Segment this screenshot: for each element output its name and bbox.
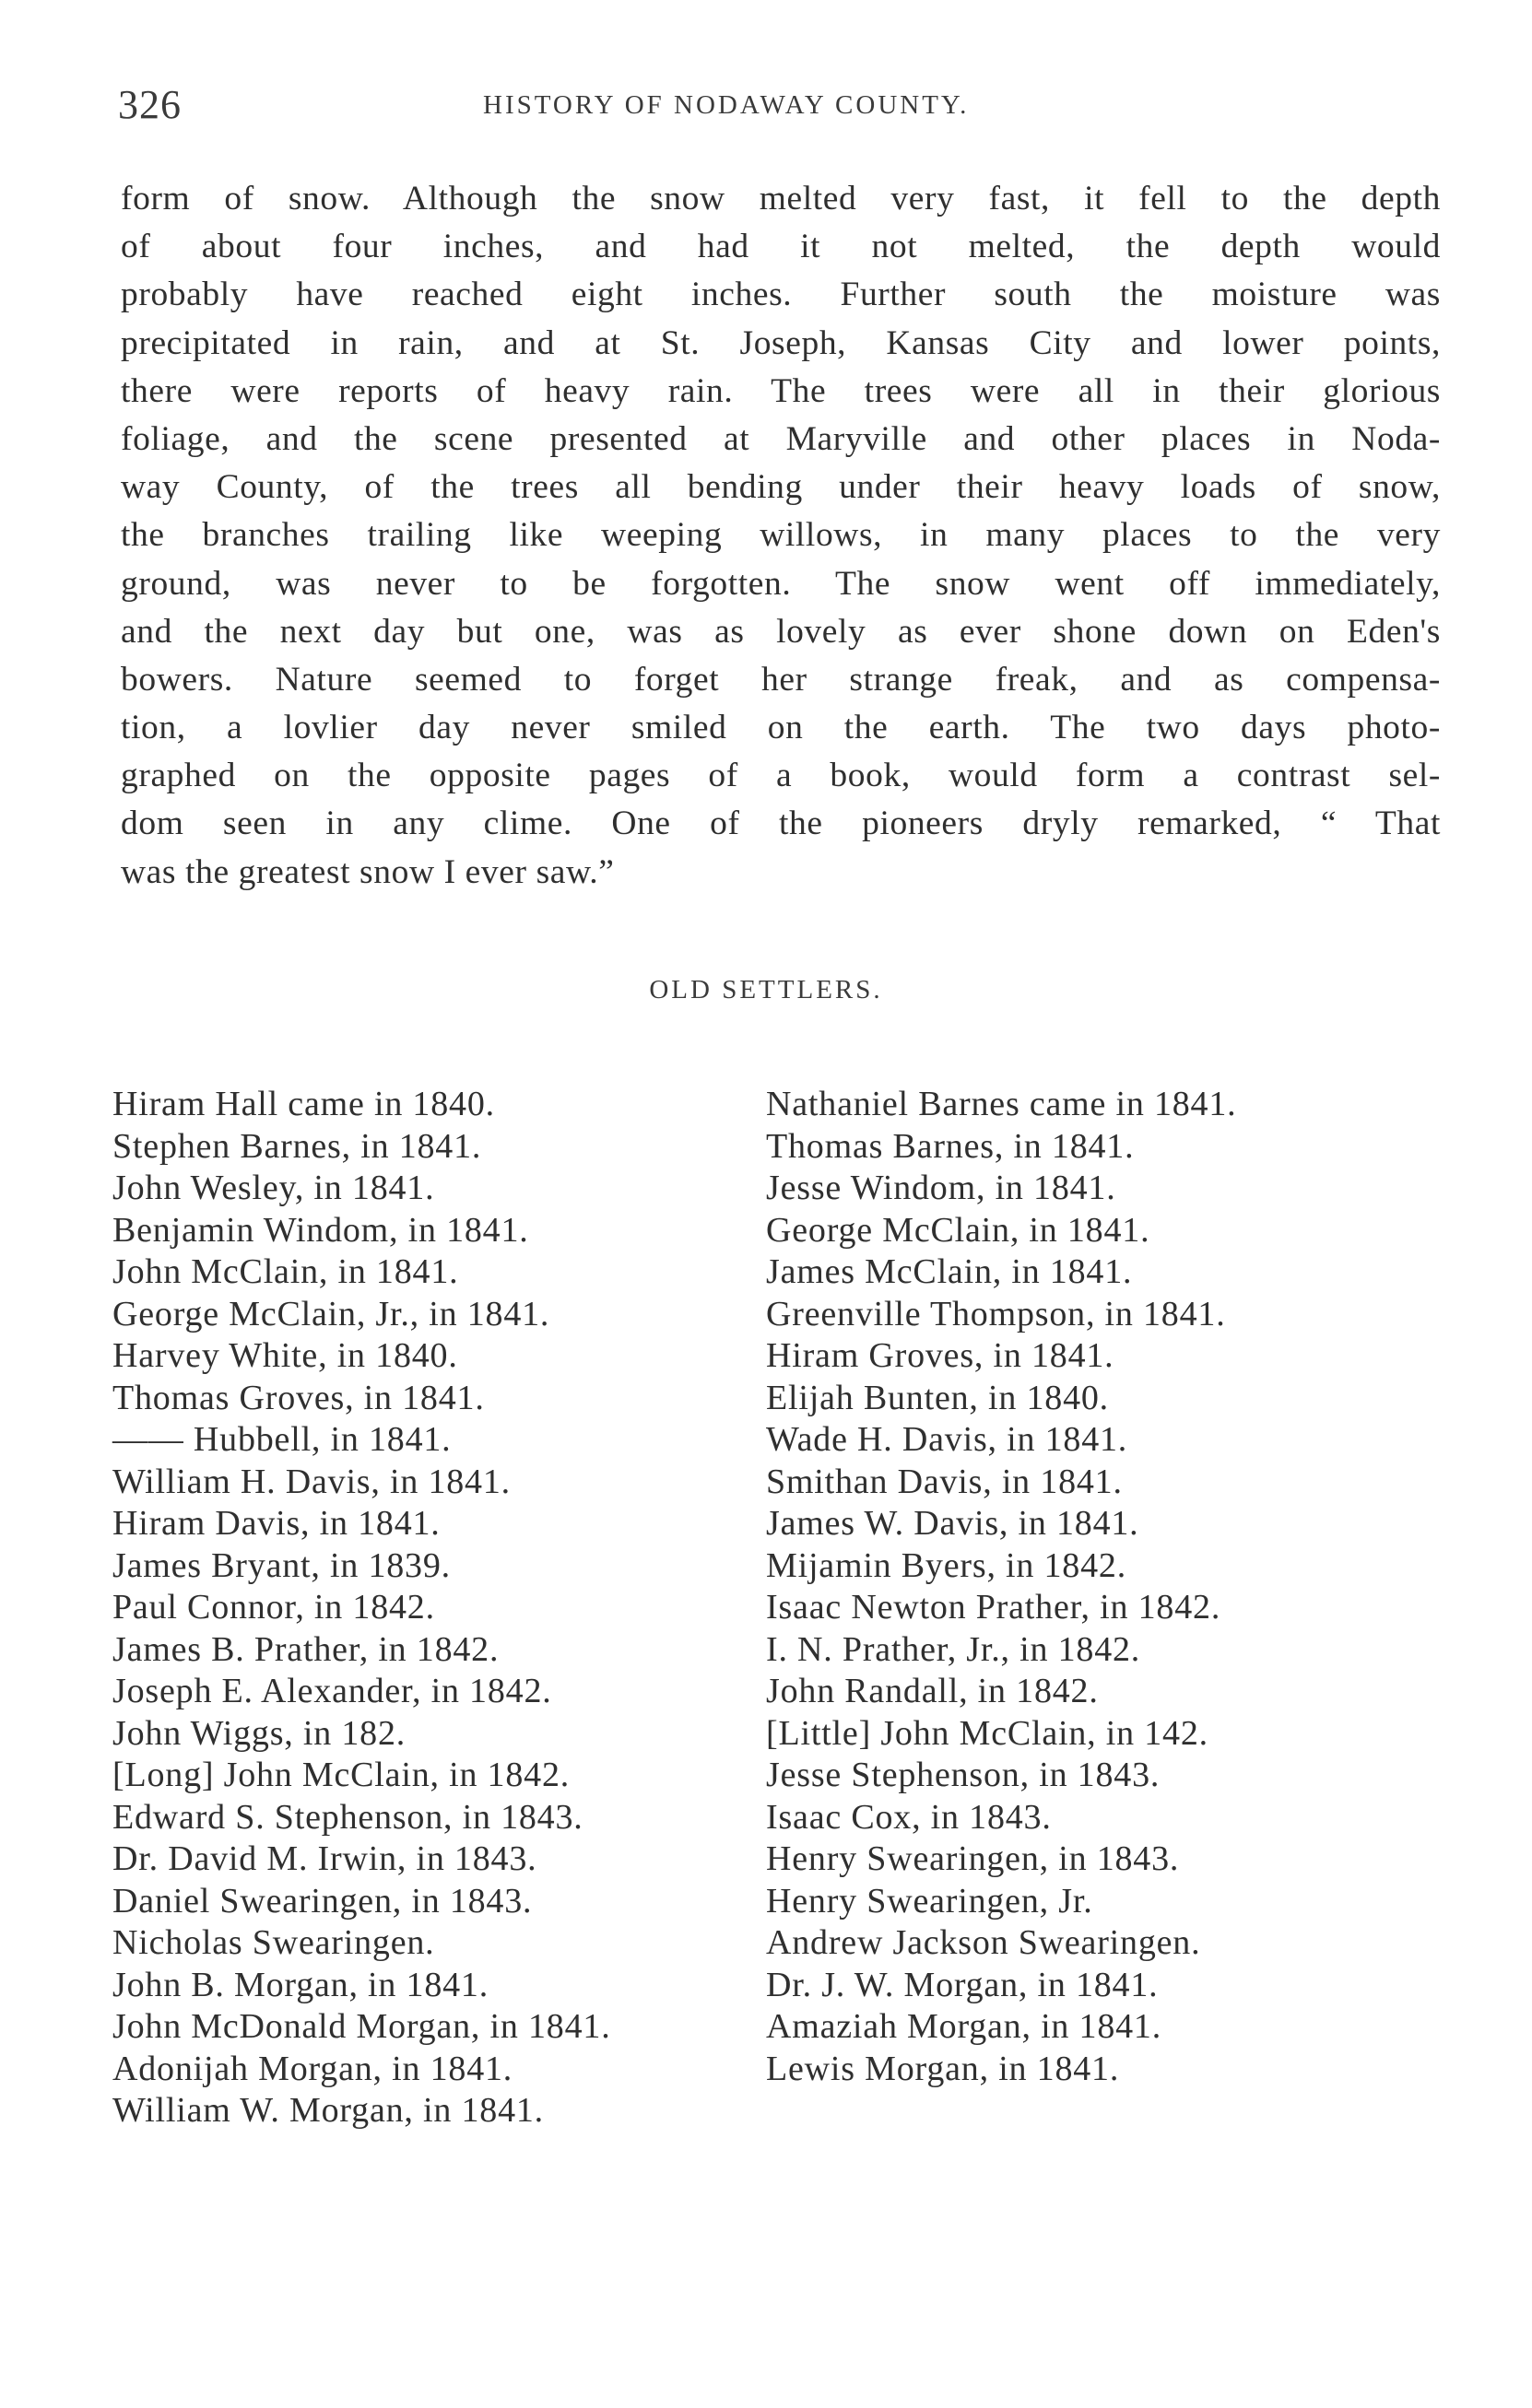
settlers-list-right <box>766 1084 1411 2090</box>
paragraph-line: of about four inches, and had it not melted, the depth would <box>121 228 1441 266</box>
running-title: HISTORY OF NODAWAY COUNTY. <box>483 90 970 120</box>
settler-entry: Greenville Thompson, in 1841. <box>766 1294 1226 1333</box>
settler-entry: Nicholas Swearingen. <box>112 1923 435 1962</box>
paragraph-line: ground, was never to be forgotten. The snow went off immediately, <box>121 564 1441 603</box>
settler-entry: John McDonald Morgan, in 1841. <box>112 2007 611 2046</box>
paragraph-line: there were reports of heavy rain. The trees were all in their glorious <box>121 371 1441 410</box>
settler-entry: Mijamin Byers, in 1842. <box>766 1545 1126 1585</box>
settler-entry: Jesse Windom, in 1841. <box>766 1169 1116 1207</box>
settler-entry: John Randall, in 1842. <box>766 1672 1099 1710</box>
settler-entry: Benjamin Windom, in 1841. <box>112 1210 529 1250</box>
settler-entry: Stephen Barnes, in 1841. <box>112 1126 482 1166</box>
settler-entry: Joseph E. Alexander, in 1842. <box>112 1672 552 1710</box>
page-number: 326 <box>118 82 182 127</box>
paragraph-line: foliage, and the scene presented at Maryville and other places in Noda- <box>121 419 1441 458</box>
settler-entry: John Wiggs, in 182. <box>112 1713 407 1753</box>
settler-entry: John Wesley, in 1841. <box>112 1169 435 1207</box>
settler-entry: John B. Morgan, in 1841. <box>112 1965 489 2004</box>
settler-entry: William H. Davis, in 1841. <box>112 1462 511 1501</box>
settler-entry: Daniel Swearingen, in 1843. <box>112 1881 533 1921</box>
settler-entry: I. N. Prather, Jr., in 1842. <box>766 1629 1141 1669</box>
settler-entry: —— Hubbell, in 1841. <box>112 1420 452 1459</box>
paragraph-line: the branches trailing like weeping willows, in many places to the very <box>121 516 1441 555</box>
settler-entry: Hiram Davis, in 1841. <box>112 1504 441 1543</box>
settler-entry: Jesse Stephenson, in 1843. <box>766 1756 1161 1794</box>
settlers-list-left <box>112 1084 758 2132</box>
settler-entry: [Little] John McClain, in 142. <box>766 1713 1208 1753</box>
settler-entry: Wade H. Davis, in 1841. <box>766 1420 1128 1459</box>
paragraph-line: bowers. Nature seemed to forget her strange freak, and as compensa- <box>121 660 1441 699</box>
settler-entry: James W. Davis, in 1841. <box>766 1504 1139 1543</box>
settler-entry: Dr. J. W. Morgan, in 1841. <box>766 1965 1159 2004</box>
settler-entry: Edward S. Stephenson, in 1843. <box>112 1797 583 1837</box>
paragraph-line: dom seen in any clime. One of the pioneers dryly remarked, “ That <box>121 805 1441 843</box>
running-head <box>118 81 1445 136</box>
section-heading: OLD SETTLERS. <box>649 975 883 1004</box>
paragraph-line: graphed on the opposite pages of a book, would form a contrast sel- <box>121 757 1441 795</box>
settler-entry: [Long] John McClain, in 1842. <box>112 1756 571 1794</box>
settler-entry: Andrew Jackson Swearingen. <box>766 1923 1201 1962</box>
settler-entry: James McClain, in 1841. <box>766 1252 1133 1291</box>
settler-entry: Paul Connor, in 1842. <box>112 1588 435 1627</box>
settler-entry: John McClain, in 1841. <box>112 1252 459 1291</box>
settler-entry: Smithan Davis, in 1841. <box>766 1462 1123 1501</box>
paragraph-line: precipitated in rain, and at St. Joseph, Kansas City and lower points, <box>121 323 1441 362</box>
settler-entry: Isaac Newton Prather, in 1842. <box>766 1588 1221 1627</box>
settler-entry: George McClain, Jr., in 1841. <box>112 1294 550 1333</box>
paragraph-line: probably have reached eight inches. Further south the moisture was <box>121 276 1441 314</box>
paragraph-line: and the next day but one, was as lovely as ever shone down on Eden's <box>121 612 1441 651</box>
settler-entry: Elijah Bunten, in 1840. <box>766 1378 1109 1417</box>
settler-entry: Henry Swearingen, Jr. <box>766 1881 1093 1921</box>
settler-entry: Henry Swearingen, in 1843. <box>766 1839 1180 1878</box>
body-paragraph <box>121 175 1441 897</box>
settler-entry: Hiram Groves, in 1841. <box>766 1336 1114 1375</box>
settler-entry: Dr. David M. Irwin, in 1843. <box>112 1839 537 1878</box>
settler-entry: William W. Morgan, in 1841. <box>112 2091 544 2130</box>
settler-entry: James B. Prather, in 1842. <box>112 1629 500 1669</box>
settler-entry: Lewis Morgan, in 1841. <box>766 2049 1120 2088</box>
settler-entry: George McClain, in 1841. <box>766 1210 1150 1250</box>
settler-entry: Harvey White, in 1840. <box>112 1336 458 1375</box>
settler-entry: Amaziah Morgan, in 1841. <box>766 2007 1162 2046</box>
settler-entry: Thomas Barnes, in 1841. <box>766 1126 1135 1166</box>
settler-entry: Adonijah Morgan, in 1841. <box>112 2049 513 2088</box>
paragraph-line: way County, of the trees all bending under their heavy loads of snow, <box>121 468 1441 507</box>
settler-entry: James Bryant, in 1839. <box>112 1545 451 1585</box>
settler-entry: Isaac Cox, in 1843. <box>766 1797 1052 1837</box>
paragraph-line: was the greatest snow I ever saw.” <box>121 852 615 891</box>
settler-entry: Hiram Hall came in 1840. <box>112 1085 495 1123</box>
settler-entry: Nathaniel Barnes came in 1841. <box>766 1085 1237 1123</box>
settler-entry: Thomas Groves, in 1841. <box>112 1378 485 1417</box>
paragraph-line: form of snow. Although the snow melted very fast, it fell to the depth <box>121 180 1441 217</box>
paragraph-line: tion, a lovlier day never smiled on the earth. The two days photo- <box>121 709 1441 747</box>
